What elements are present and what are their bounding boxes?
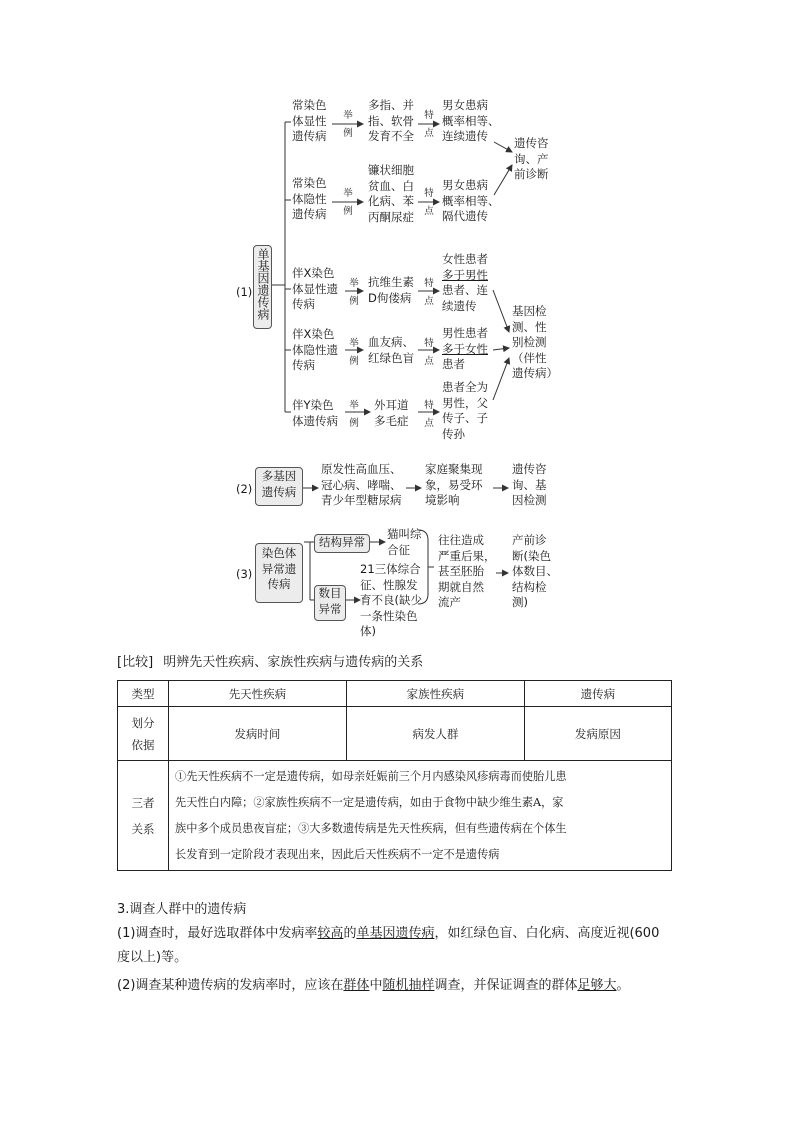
structural-examples — [387, 527, 422, 558]
group3-trait-line: 严重后果， — [438, 548, 496, 563]
label-char: 例 — [349, 296, 359, 307]
label-char: 举 — [343, 188, 353, 199]
compare-title: 明辨先天性疾病、家族性疾病与遗传病的关系 — [163, 655, 424, 670]
row5-type — [292, 398, 338, 429]
group3-result-line: 产前诊 — [512, 533, 547, 547]
label-char: 特 — [424, 338, 434, 349]
compare-tag: [比较] — [117, 655, 154, 670]
group3-traits — [438, 533, 496, 611]
compare-heading — [117, 654, 423, 672]
group2-trait-line: 象，易受环 — [425, 477, 483, 492]
row5-example-line: 外耳道 — [374, 398, 409, 412]
section3-title: 3.调查人群中的遗传病 — [117, 902, 247, 917]
row1-example-line: 发育不全 — [368, 129, 414, 143]
row1-example-line: 指、软骨 — [368, 113, 414, 128]
row1-trait-label — [423, 110, 435, 140]
group2-result-line: 询、基 — [512, 477, 547, 492]
label-char: 特 — [424, 188, 434, 199]
row2-type — [292, 176, 327, 223]
row1-examples — [368, 98, 414, 145]
relation-cell — [169, 761, 672, 871]
result-gene-testing — [512, 304, 558, 382]
table-header-row — [118, 681, 672, 707]
row-label — [118, 761, 169, 871]
result-b-line: 基因检 — [512, 304, 547, 318]
row5-type-line: 伴Y染色 — [292, 398, 334, 412]
relation-line: 先天性白内障；②家族性疾病不一定是遗传病，如由于食物中缺少维生素A，家 — [175, 795, 564, 809]
row-label-line: 依据 — [131, 737, 155, 752]
structural-abnormality-box — [314, 534, 370, 553]
row-label-line: 划分 — [131, 715, 155, 730]
result-genetic-counseling — [514, 136, 549, 183]
row2-type-line: 体隐性 — [292, 191, 327, 206]
label-char: 例 — [349, 356, 359, 367]
relation-line: 长发育到一定阶段才表现出来，因此后天性疾病不一定不是遗传病 — [175, 847, 500, 861]
result-a-line: 询、产 — [514, 151, 549, 166]
result-b-line: 别检测 — [512, 335, 547, 349]
row3-trait-line: 多于男性 — [442, 267, 488, 282]
row5-trait-line: 患者全为 — [442, 380, 488, 394]
row2-trait-line: 男女患病 — [442, 178, 488, 192]
table-row — [118, 761, 672, 871]
label-char: 举 — [349, 400, 359, 411]
p2-underlined: 随机抽样 — [382, 978, 435, 993]
row2-trait-line: 概率相等、 — [442, 193, 500, 208]
group2-traits — [425, 462, 483, 509]
row5-trait-line: 男性，父 — [442, 395, 488, 410]
row-label — [118, 707, 169, 761]
table-header-cell: 家族性疾病 — [346, 681, 524, 707]
row1-trait-line: 男女患病 — [442, 98, 488, 112]
table-header-cell: 先天性疾病 — [169, 681, 347, 707]
row1-type-line: 体显性 — [292, 113, 327, 128]
row1-type-line: 遗传病 — [292, 129, 327, 143]
result-a-line: 遗传咨 — [514, 136, 549, 150]
table-cell: 发病原因 — [524, 707, 671, 761]
row3-trait-label — [423, 278, 435, 308]
row4-type-line: 伴X染色 — [292, 327, 335, 341]
row-label-line: 关系 — [131, 821, 155, 836]
row4-example-line: 红绿色盲 — [368, 350, 414, 365]
p2-underlined: 群体 — [343, 978, 370, 993]
row1-traits — [442, 98, 500, 145]
row2-example-line: 镰状细胞 — [368, 163, 414, 177]
row3-type-line: 传病 — [292, 297, 315, 311]
result-a-line: 前诊断 — [514, 167, 549, 181]
row1-example-label — [342, 110, 354, 140]
p2-text: 中 — [369, 978, 383, 993]
structural-example-line: 合征 — [387, 542, 410, 557]
structural-example-line: 猫叫综 — [387, 527, 422, 541]
row2-trait-label — [423, 188, 435, 218]
table-cell: 发病时间 — [169, 707, 347, 761]
row3-trait-line: 患者、连 — [442, 283, 488, 297]
row4-type-line: 体隐性遗 — [292, 342, 338, 357]
p1-line1 — [117, 922, 687, 946]
table-header-cell: 遗传病 — [524, 681, 671, 707]
row4-trait-label — [423, 338, 435, 368]
row2-traits — [442, 178, 500, 225]
group2-result — [512, 462, 547, 509]
group2-example-line: 冠心病、哮喘、 — [321, 477, 402, 492]
group2-example-line: 原发性高血压、 — [321, 462, 402, 476]
group2-title-line: 多基因 — [261, 469, 297, 483]
p2-text: 。 — [616, 978, 630, 993]
p1-text: 的 — [343, 926, 357, 941]
group2-examples — [321, 462, 402, 509]
group1-title — [253, 245, 272, 329]
row3-example-line: 抗维生素 — [368, 275, 414, 289]
numerical-examples — [360, 562, 422, 640]
numerical-example-line: 征、性腺发 — [360, 577, 418, 592]
row3-trait-line: 续遗传 — [442, 298, 477, 313]
group3-result-line: 结构检 — [512, 579, 547, 594]
row5-traits — [442, 380, 488, 442]
row5-examples — [374, 398, 409, 429]
label-char: 举 — [343, 110, 353, 121]
group3-title-line: 传病 — [267, 577, 291, 591]
row3-type-line: 伴X染色 — [292, 266, 335, 280]
row1-trait-line: 概率相等、 — [442, 113, 500, 128]
row5-trait-label — [423, 400, 435, 430]
table-header-cell: 类型 — [118, 681, 169, 707]
row3-trait-line: 女性患者 — [442, 252, 488, 266]
row2-example-line: 化病、苯 — [368, 194, 414, 208]
label-char: 特 — [424, 278, 434, 289]
row4-traits — [442, 326, 488, 373]
relation-line: ①先天性疾病不一定是遗传病，如母亲妊娠前三个月内感染风疹病毒而使胎儿患 — [175, 769, 567, 783]
group3-trait-line: 往往造成 — [438, 533, 484, 547]
row1-example-line: 多指、并 — [368, 98, 414, 112]
row2-trait-line: 隔代遗传 — [442, 209, 488, 223]
group2-example-line: 青少年型糖尿病 — [321, 493, 402, 507]
label-char: 点 — [424, 418, 434, 429]
row4-trait-line: 患者 — [442, 357, 465, 371]
group2-result-line: 遗传咨 — [512, 462, 547, 476]
group3-result-line: 断(染色 — [512, 548, 551, 563]
group3-trait-line: 甚至胚胎 — [438, 564, 484, 578]
row2-type-line: 常染色 — [292, 176, 327, 190]
row1-type — [292, 98, 327, 145]
numerical-example-line: 一条性染色 — [360, 608, 418, 623]
row4-trait-line: 男性患者 — [442, 326, 488, 340]
row3-examples — [368, 275, 414, 306]
label-char: 点 — [424, 356, 434, 367]
row5-trait-line: 传孙 — [442, 426, 465, 441]
numerical-abnormality-line: 数目 — [318, 586, 342, 600]
row2-examples — [368, 163, 414, 225]
section3-paragraph-2 — [117, 974, 630, 998]
row5-type-line: 体遗传病 — [292, 413, 338, 428]
table-cell: 病发人群 — [346, 707, 524, 761]
group1-title-text: 单基因遗传病 — [256, 248, 270, 320]
row-label-line: 三者 — [131, 795, 155, 810]
label-char: 点 — [424, 128, 434, 139]
result-b-line: 遗传病） — [512, 366, 558, 380]
p1-text: ，如红绿色盲、白化病、高度近视(600 — [434, 926, 660, 941]
row2-example-line: 丙酮尿症 — [368, 209, 414, 224]
row4-example-line: 血友病、 — [368, 335, 414, 349]
label-char: 例 — [349, 418, 359, 429]
group3-trait-line: 期就自然 — [438, 579, 484, 594]
row2-example-line: 贫血、白 — [368, 178, 414, 193]
row4-example-label — [348, 338, 360, 368]
group2-title — [255, 467, 303, 506]
p1-text: (1)调查时，最好选取群体中发病率 — [117, 926, 318, 941]
group2-number: (2) — [236, 482, 253, 496]
p1-line2: 度以上)等。 — [117, 950, 188, 965]
structural-abnormality-label: 结构异常 — [319, 535, 365, 549]
group3-result-line: 测) — [512, 595, 528, 609]
row5-trait-line: 传子、子 — [442, 411, 488, 425]
p1-underlined: 单基因遗传病 — [356, 926, 435, 941]
label-char: 例 — [343, 206, 353, 217]
group2-trait-line: 境影响 — [425, 493, 460, 507]
p2-underlined: 足够大 — [577, 978, 617, 993]
label-char: 特 — [424, 400, 434, 411]
numerical-abnormality-line: 异常 — [318, 601, 342, 616]
row5-example-label — [348, 400, 360, 430]
row2-type-line: 遗传病 — [292, 207, 327, 221]
row2-example-label — [342, 188, 354, 218]
table-row — [118, 707, 672, 761]
label-char: 举 — [349, 338, 359, 349]
numerical-example-line: 体) — [360, 624, 376, 638]
comparison-table — [117, 680, 672, 871]
p2-text: 调查，并保证调查的群体 — [434, 978, 578, 993]
p2-text: (2)调查某种遗传病的发病率时，应该在 — [117, 978, 344, 993]
group2-title-line: 遗传病 — [261, 484, 297, 499]
numerical-example-line: 育不良(缺少 — [360, 593, 422, 607]
p1-underlined: 较高 — [317, 926, 344, 941]
row3-example-label — [348, 278, 360, 308]
label-char: 点 — [424, 296, 434, 307]
row1-trait-line: 连续遗传 — [442, 129, 488, 143]
row4-trait-line: 多于女性 — [442, 341, 488, 356]
row5-example-line: 多毛症 — [374, 413, 409, 428]
result-b-line: （伴性 — [512, 350, 547, 365]
relation-line: 族中多个成员患夜盲症；③大多数遗传病是先天性疾病，但有些遗传病在个体生 — [175, 821, 567, 835]
numerical-abnormality-box — [314, 585, 346, 621]
group3-result — [512, 533, 558, 611]
numerical-example-line: 21三体综合 — [360, 562, 421, 576]
group3-trait-line: 流产 — [438, 595, 461, 609]
label-char: 特 — [424, 110, 434, 121]
row3-example-line: D佝偻病 — [368, 290, 412, 305]
label-char: 举 — [349, 278, 359, 289]
row3-type — [292, 266, 338, 313]
group2-trait-line: 家庭聚集现 — [425, 462, 483, 476]
group3-number: (3) — [236, 567, 253, 581]
group1-number: (1) — [236, 285, 253, 299]
label-char: 点 — [424, 206, 434, 217]
label-char: 例 — [343, 128, 353, 139]
row4-type — [292, 327, 338, 374]
group3-title-line: 异常遗 — [261, 561, 297, 576]
group3-result-line: 体数目、 — [512, 564, 558, 578]
group2-result-line: 因检测 — [512, 493, 547, 507]
group3-title-line: 染色体 — [261, 546, 297, 560]
group3-title — [255, 543, 303, 603]
section3-paragraph-1 — [117, 922, 687, 970]
row4-examples — [368, 335, 414, 366]
row3-traits — [442, 252, 488, 314]
row1-type-line: 常染色 — [292, 98, 327, 112]
row3-type-line: 体显性遗 — [292, 281, 338, 296]
row4-type-line: 传病 — [292, 358, 315, 372]
result-b-line: 测、性 — [512, 319, 547, 334]
